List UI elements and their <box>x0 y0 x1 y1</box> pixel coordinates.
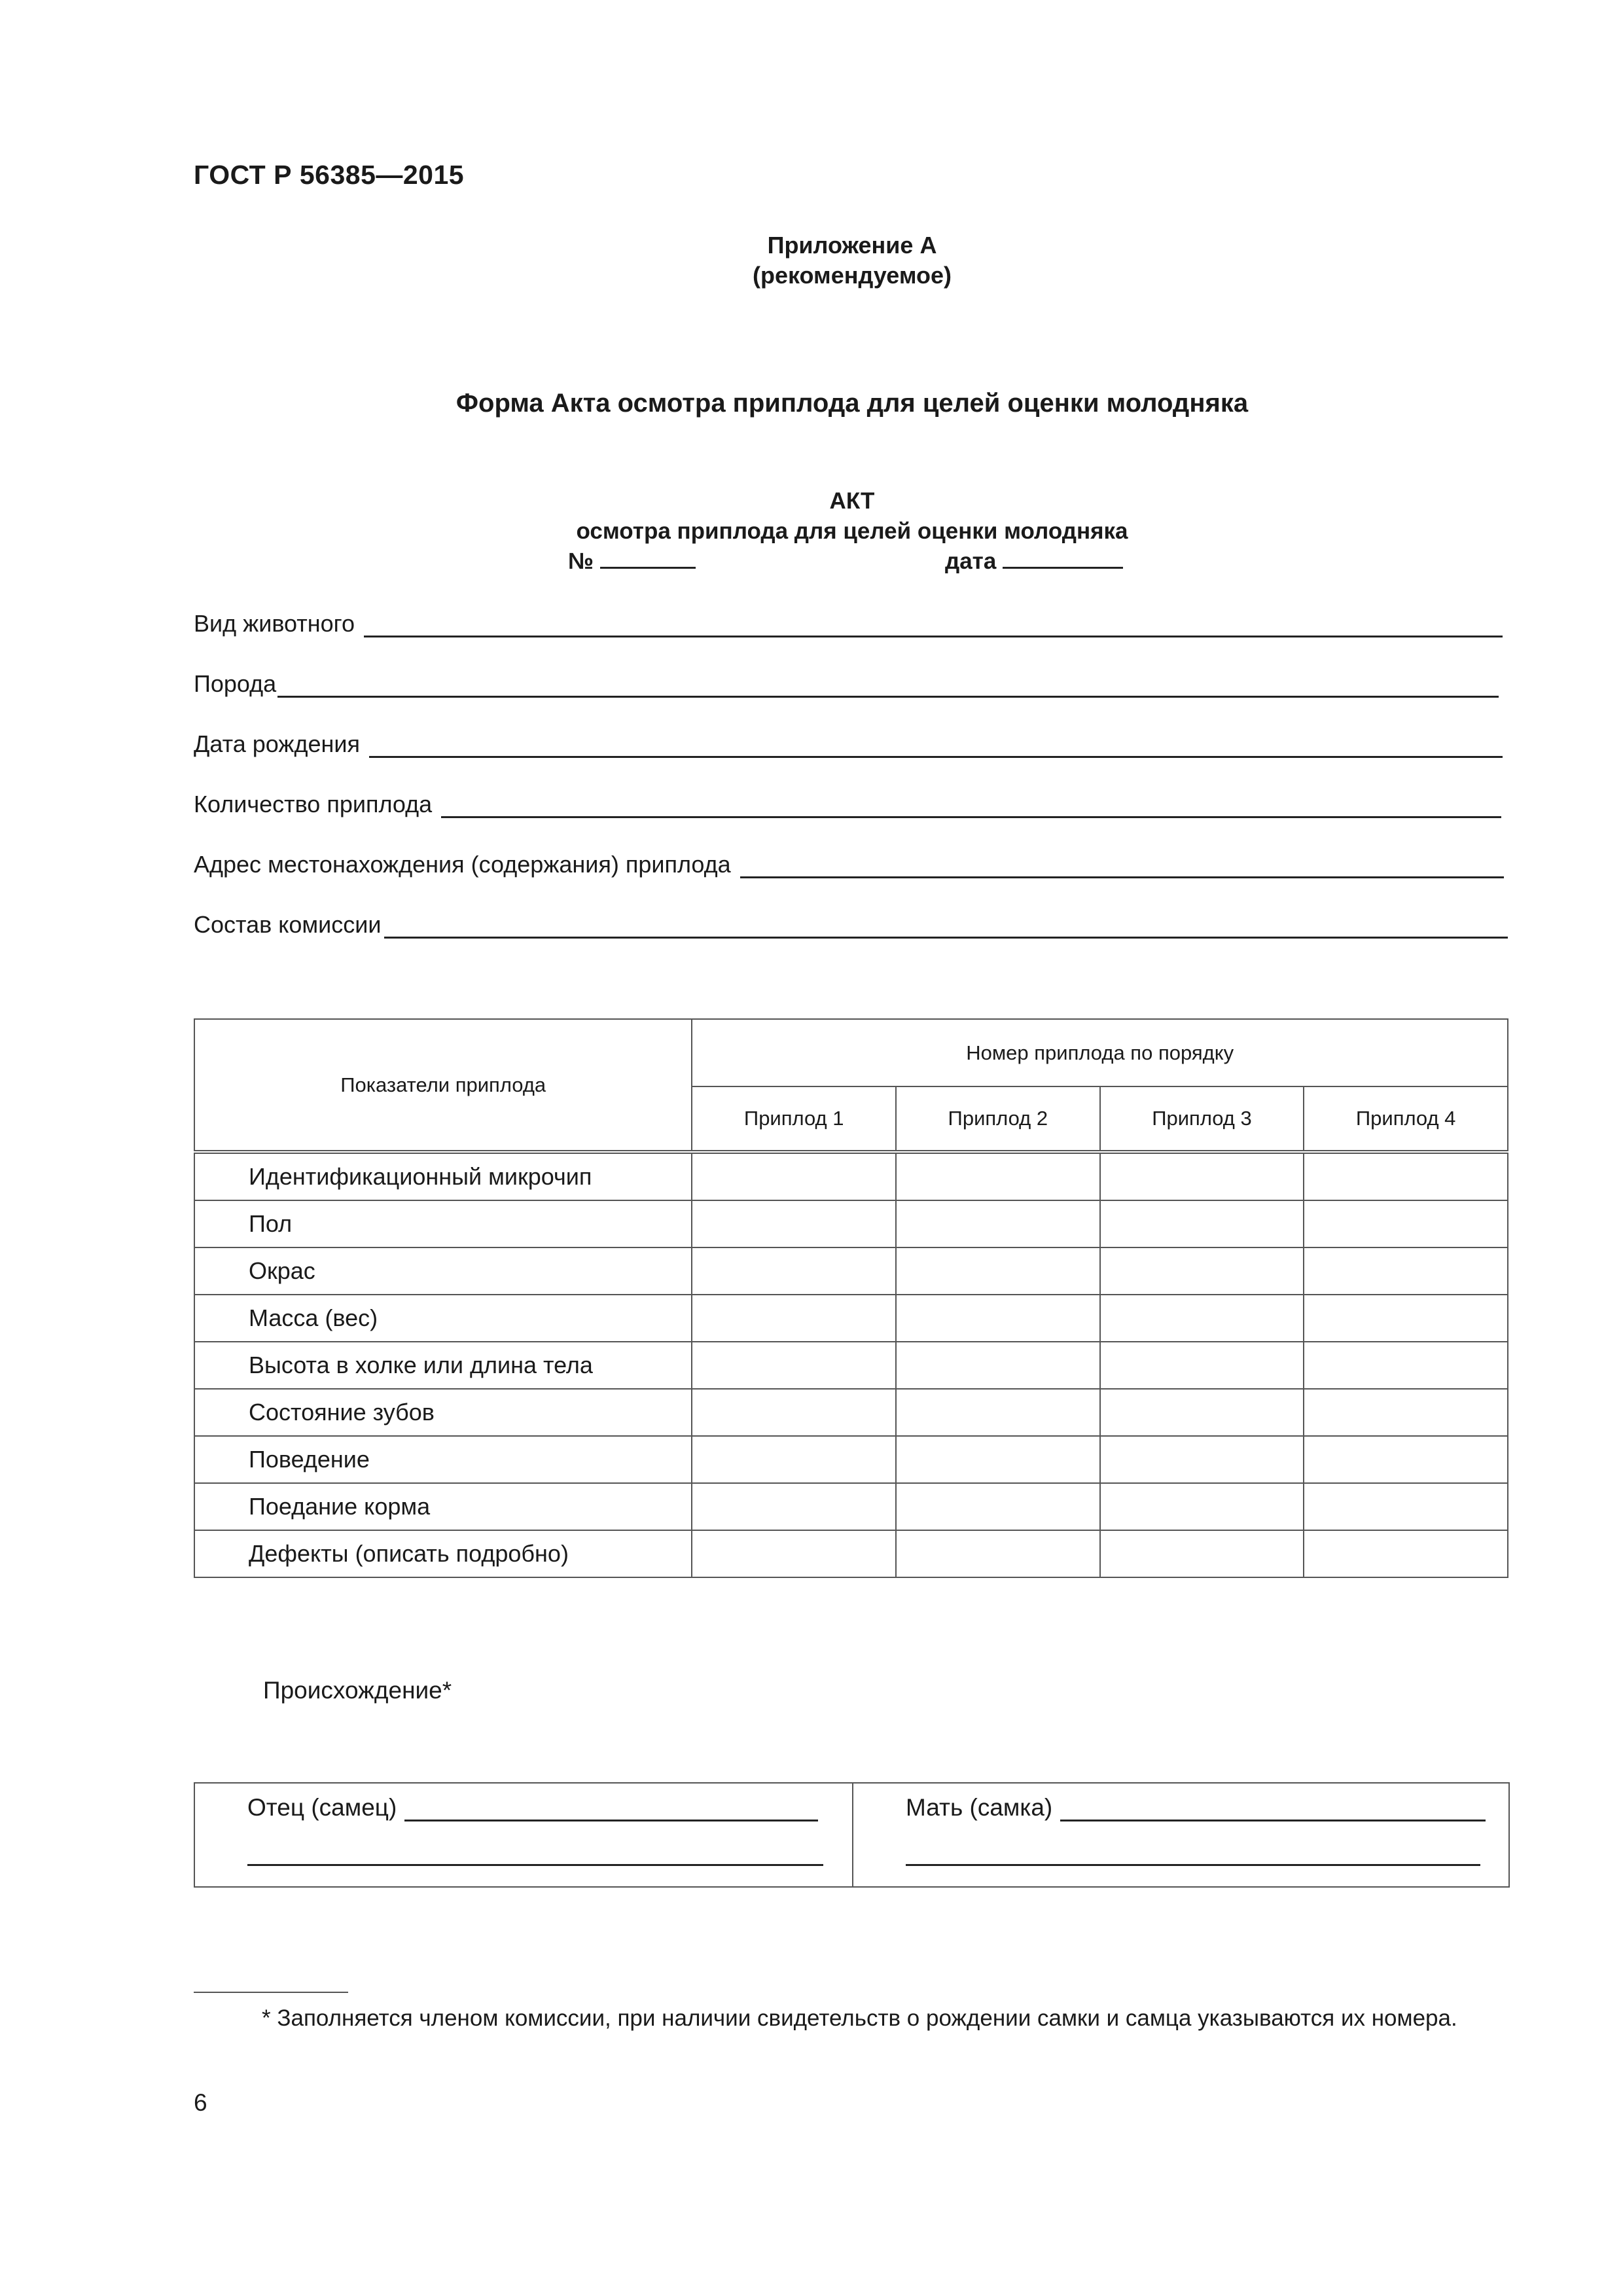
field-commission <box>194 911 1508 939</box>
table-cell[interactable] <box>1100 1295 1304 1342</box>
row-label: Поведение <box>194 1436 692 1483</box>
act-number-line <box>568 547 696 575</box>
father-field <box>247 1794 818 1821</box>
table-cell[interactable] <box>896 1152 1100 1200</box>
table-cell[interactable] <box>1100 1200 1304 1247</box>
table-cell[interactable] <box>692 1152 896 1200</box>
table-cell[interactable] <box>1100 1483 1304 1530</box>
table-cell[interactable] <box>692 1436 896 1483</box>
act-date-label: дата <box>945 548 997 574</box>
mother-field <box>906 1794 1486 1821</box>
table-cell[interactable] <box>692 1295 896 1342</box>
row-label: Окрас <box>194 1247 692 1295</box>
field-input-line[interactable] <box>740 857 1504 878</box>
table-cell[interactable] <box>1304 1436 1508 1483</box>
table-cell[interactable] <box>896 1295 1100 1342</box>
group-header: Номер приплода по порядку <box>692 1019 1508 1086</box>
table-cell[interactable] <box>1304 1152 1508 1200</box>
field-input-line[interactable] <box>369 736 1503 758</box>
form-title: Форма Акта осмотра приплода для целей оценки молодняка <box>455 389 1249 418</box>
table-cell[interactable] <box>896 1436 1100 1483</box>
table-cell[interactable] <box>1100 1247 1304 1295</box>
standard-code: ГОСТ Р 56385—2015 <box>194 160 465 190</box>
act-date-line <box>945 547 1123 575</box>
table-cell[interactable] <box>1304 1295 1508 1342</box>
act-date-field[interactable] <box>1003 547 1123 569</box>
table-row <box>194 1247 1508 1295</box>
table-cell[interactable] <box>692 1200 896 1247</box>
field-breed <box>194 670 1499 698</box>
field-label: Адрес местонахождения (содержания) приплода <box>194 851 731 878</box>
table-cell[interactable] <box>896 1389 1100 1436</box>
table-cell[interactable] <box>1304 1530 1508 1577</box>
table-row <box>194 1152 1508 1200</box>
column-header: Приплод 1 <box>692 1086 896 1152</box>
table-cell[interactable] <box>692 1342 896 1389</box>
table-row <box>194 1342 1508 1389</box>
table-row <box>194 1436 1508 1483</box>
table-cell[interactable] <box>896 1342 1100 1389</box>
indicator-header: Показатели приплода <box>194 1019 692 1152</box>
act-number-field[interactable] <box>600 547 696 569</box>
table-row <box>194 1530 1508 1577</box>
mother-extra-line[interactable] <box>906 1864 1480 1866</box>
column-header: Приплод 3 <box>1100 1086 1304 1152</box>
row-label: Масса (вес) <box>194 1295 692 1342</box>
table-cell[interactable] <box>692 1483 896 1530</box>
table-cell[interactable] <box>1304 1342 1508 1389</box>
table-cell[interactable] <box>692 1530 896 1577</box>
field-label: Количество приплода <box>194 791 433 817</box>
father-extra-line[interactable] <box>247 1864 823 1866</box>
footnote <box>194 2003 1508 2034</box>
mother-label: Мать (самка) <box>906 1794 1053 1821</box>
table-cell[interactable] <box>1100 1436 1304 1483</box>
field-input-line[interactable] <box>384 917 1508 939</box>
field-label: Порода <box>194 670 277 697</box>
field-birth-date <box>194 730 1503 758</box>
act-heading: АКТ <box>829 488 875 514</box>
father-input-line[interactable] <box>404 1800 818 1821</box>
father-label: Отец (самец) <box>247 1794 397 1821</box>
table-cell[interactable] <box>896 1200 1100 1247</box>
offspring-table <box>194 1018 1508 1578</box>
row-label: Идентификационный микрочип <box>194 1152 692 1200</box>
page-number: 6 <box>194 2089 207 2116</box>
row-label: Пол <box>194 1200 692 1247</box>
origin-label: Происхождение* <box>263 1677 452 1704</box>
row-label: Высота в холке или длина тела <box>194 1342 692 1389</box>
table-cell[interactable] <box>1100 1152 1304 1200</box>
annex-title: Приложение А <box>767 232 937 259</box>
table-cell[interactable] <box>896 1247 1100 1295</box>
origin-divider <box>852 1782 853 1886</box>
act-subheading: осмотра приплода для целей оценки молодняка <box>576 518 1128 544</box>
annex-status: (рекомендуемое) <box>753 262 952 289</box>
field-label: Вид животного <box>194 610 355 637</box>
row-label: Дефекты (описать подробно) <box>194 1530 692 1577</box>
field-input-line[interactable] <box>441 797 1501 818</box>
table-cell[interactable] <box>1304 1483 1508 1530</box>
table-cell[interactable] <box>692 1389 896 1436</box>
footnote-text: * Заполняется членом комиссии, при наличии свидетельств о рождении самки и самца указываются их номера. <box>262 2005 1457 2031</box>
table-cell[interactable] <box>896 1483 1100 1530</box>
table-cell[interactable] <box>1304 1389 1508 1436</box>
column-header: Приплод 4 <box>1304 1086 1508 1152</box>
table-cell[interactable] <box>1100 1530 1304 1577</box>
footnote-rule <box>194 1992 348 1993</box>
field-offspring-count <box>194 791 1501 818</box>
table-cell[interactable] <box>1100 1389 1304 1436</box>
field-input-line[interactable] <box>364 616 1503 637</box>
row-label: Поедание корма <box>194 1483 692 1530</box>
table-cell[interactable] <box>1304 1247 1508 1295</box>
table-cell[interactable] <box>1304 1200 1508 1247</box>
field-animal-type <box>194 610 1503 637</box>
field-offspring-address <box>194 851 1504 878</box>
table-cell[interactable] <box>692 1247 896 1295</box>
column-header: Приплод 2 <box>896 1086 1100 1152</box>
field-input-line[interactable] <box>277 676 1499 698</box>
mother-input-line[interactable] <box>1060 1800 1486 1821</box>
table-row <box>194 1389 1508 1436</box>
table-cell[interactable] <box>1100 1342 1304 1389</box>
table-row <box>194 1295 1508 1342</box>
act-number-label: № <box>568 548 594 574</box>
field-label: Дата рождения <box>194 730 360 757</box>
row-label: Состояние зубов <box>194 1389 692 1436</box>
table-row <box>194 1483 1508 1530</box>
table-row <box>194 1200 1508 1247</box>
field-label: Состав комиссии <box>194 911 382 938</box>
table-cell[interactable] <box>896 1530 1100 1577</box>
